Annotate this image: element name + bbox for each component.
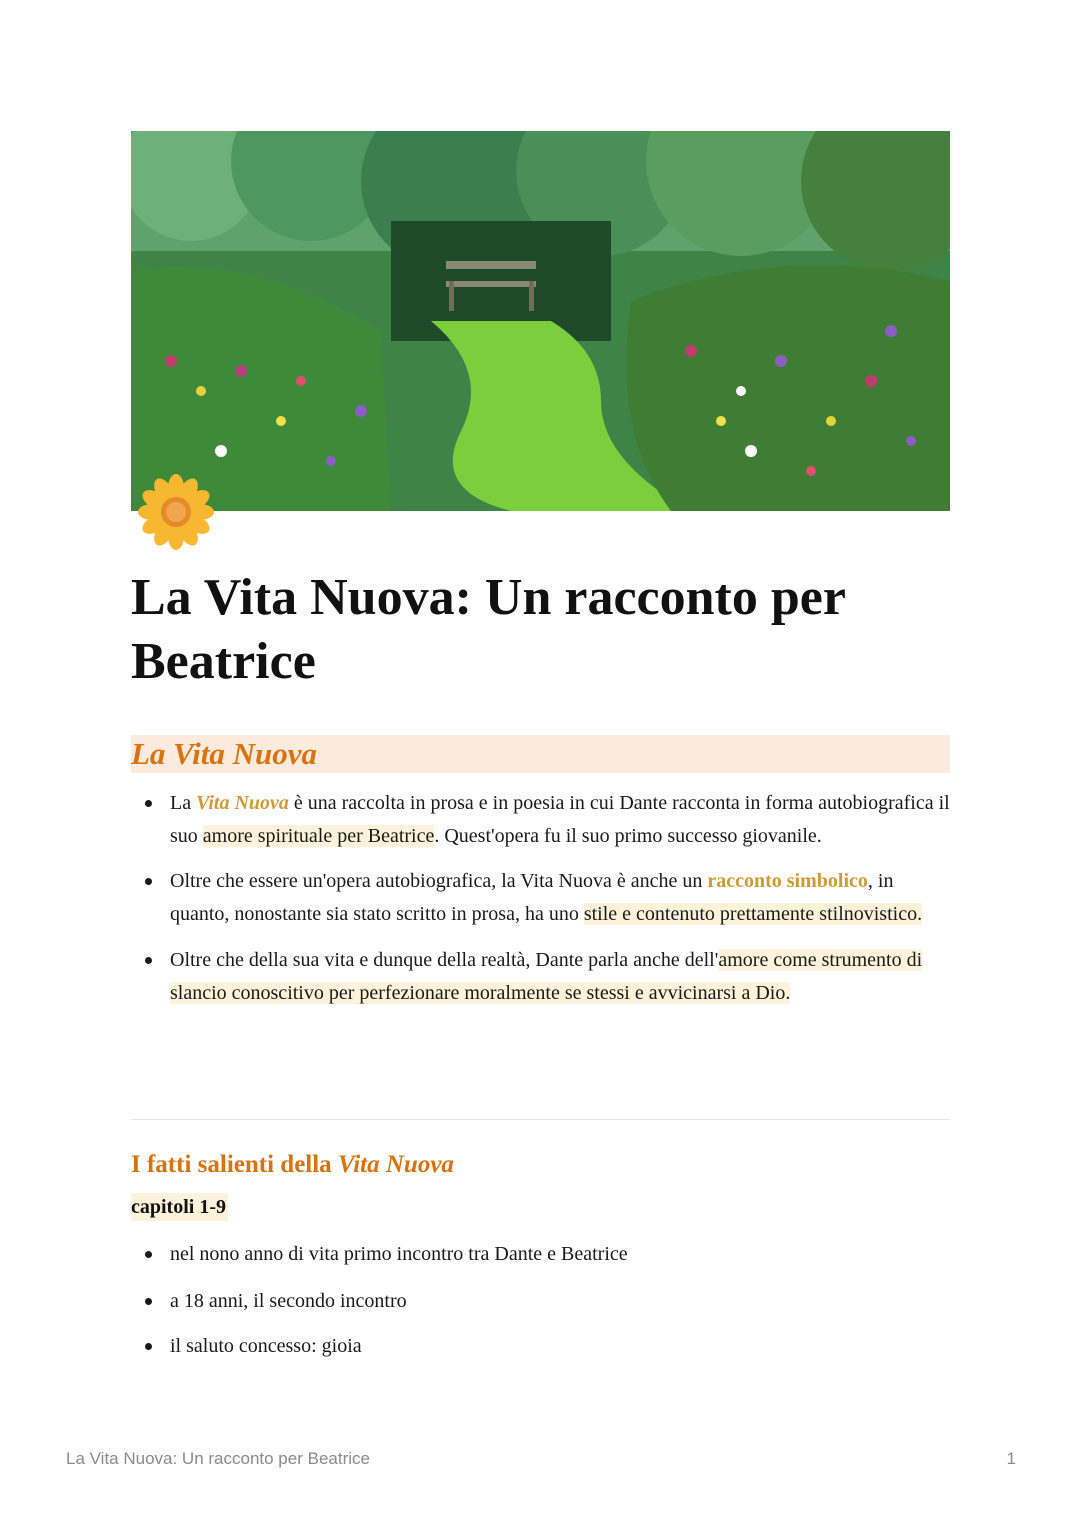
highlighted-text: amore come strumento di slancio conoscitivo per perfezionare moralmente se stessi e avvicinarsi a Dio.	[170, 949, 923, 1004]
page-number: 1	[1006, 1449, 1016, 1468]
sunflower-icon	[138, 474, 214, 550]
list-item: nel nono anno di vita primo incontro tra Dante e Beatrice	[131, 1238, 950, 1271]
subsection-heading: I fatti salienti della Vita Nuova	[131, 1151, 454, 1178]
divider	[131, 1119, 950, 1120]
chapter-label: capitoli 1-9	[131, 1193, 228, 1221]
list-item: Oltre che della sua vita e dunque della realtà, Dante parla anche dell'amore come strumento di slancio conoscitivo per perfezionare moralmente se stessi e avvicinarsi a Dio.	[131, 944, 950, 1009]
cover-image	[131, 131, 950, 511]
section-heading-block	[131, 735, 950, 773]
section-heading: La Vita Nuova	[131, 736, 318, 771]
list-item: a 18 anni, il secondo incontro	[131, 1285, 950, 1318]
bold-text: racconto simbolico	[707, 870, 868, 892]
list-item: il saluto concesso: gioia	[131, 1330, 950, 1363]
footer-title: La Vita Nuova: Un racconto per Beatrice	[66, 1449, 370, 1468]
highlighted-text: amore spirituale per Beatrice	[202, 824, 435, 847]
em-text: Vita Nuova	[196, 792, 289, 814]
highlighted-text: stile e contenuto prettamente stilnovistico.	[583, 902, 923, 925]
list-item: Oltre che essere un'opera autobiografica, la Vita Nuova è anche un racconto simbolico, in quanto, nonostante sia stato scritto in prosa, ha uno stile e contenuto prettamente stilnovistico.	[131, 865, 950, 930]
section1-bullet-list	[131, 787, 950, 1009]
list-item: La Vita Nuova è una raccolta in prosa e in poesia in cui Dante racconta in forma autobiografica il suo amore spirituale per Beatrice. Quest'opera fu il suo primo successo giovanile.	[131, 787, 950, 852]
section2-bullet-list	[131, 1238, 950, 1363]
page-title: La Vita Nuova: Un racconto per Beatrice	[131, 569, 846, 690]
